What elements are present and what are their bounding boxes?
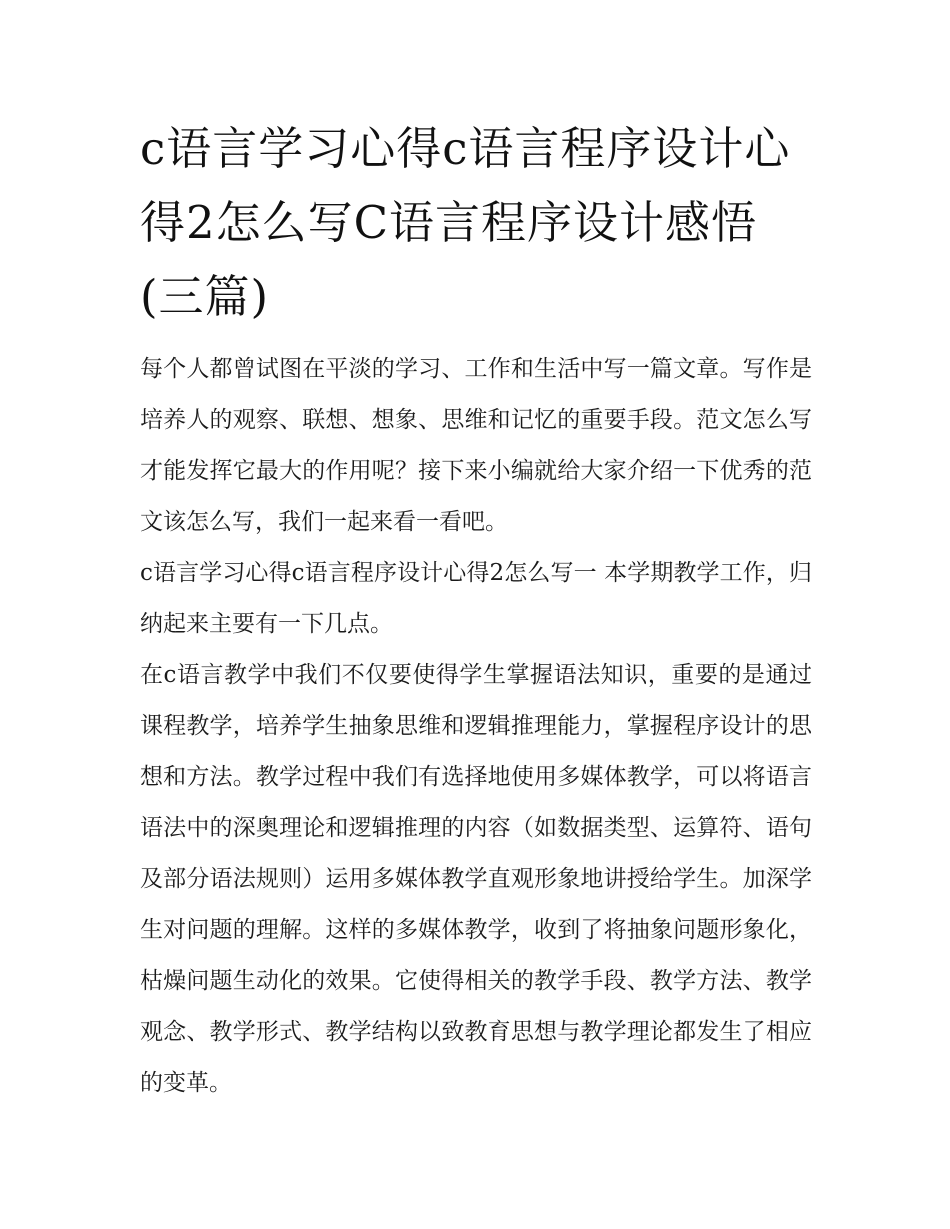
document-content <box>140 112 812 1109</box>
document-title: c语言学习心得c语言程序设计心得2怎么写C语言程序设计感悟(三篇) <box>140 122 791 323</box>
paragraph-section-one-intro: c语言学习心得c语言程序设计心得2怎么写一 本学期教学工作，归纳起来主要有一下几点。 <box>140 560 812 637</box>
paragraph-intro: 每个人都曾试图在平淡的学习、工作和生活中写一篇文章。写作是培养人的观察、联想、想象、思维和记忆的重要手段。范文怎么写才能发挥它最大的作用呢？接下来小编就给大家介绍一下优秀的范文该怎么写，我们一起来看一看吧。 <box>140 356 812 535</box>
paragraph-teaching-methods: 在c语言教学中我们不仅要使得学生掌握语法知识，重要的是通过课程教学，培养学生抽象思维和逻辑推理能力，掌握程序设计的思想和方法。教学过程中我们有选择地使用多媒体教学，可以将语言语法中的深奥理论和逻辑推理的内容（如数据类型、运算符、语句及部分语法规则）运用多媒体教学直观形象地讲授给学生。加深学生对问题的理解。这样的多媒体教学，收到了将抽象问题形象化，枯燥问题生动化的效果。它使得相关的教学手段、教学方法、教学观念、教学形式、教学结构以致教育思想与教学理论都发生了相应的变革。 <box>140 662 812 1096</box>
